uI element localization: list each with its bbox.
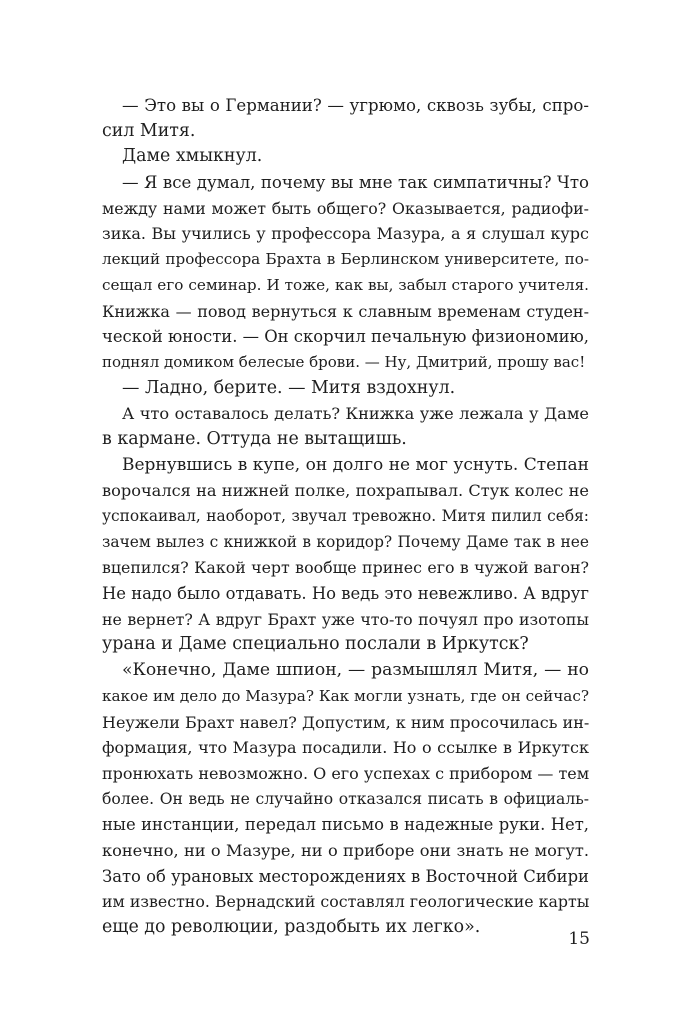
text-line: сещал его семинар. И тоже, как вы, забыл старого учителя. — [102, 275, 589, 294]
text-line: — Это вы о Германии? — угрюмо, сквозь зубы, спро- — [122, 96, 589, 115]
text-line: А что оставалось делать? Книжка уже лежала у Даме — [122, 404, 589, 424]
text-line: конечно, ни о Мазуре, ни о приборе они знать не могут. — [102, 840, 589, 860]
text-line: успокаивал, наоборот, звучал тревожно. Митя пилил себя: — [102, 507, 589, 525]
text-line: сил Митя. — [102, 120, 196, 141]
text-line: более. Он ведь не случайно отказался писать в официаль- — [102, 789, 589, 808]
text-line: ные инстанции, передал письмо в надежные руки. Нет, — [102, 815, 589, 835]
text-line: Неужели Брахт навел? Допустим, к ним просочилась ин- — [102, 712, 590, 732]
text-line: Вернувшись в купе, он долго не мог уснуть. Степан — [122, 454, 589, 475]
text-line: Книжка — повод вернуться к славным временам студен- — [102, 301, 589, 321]
text-line: «Конечно, Даме шпион, — размышлял Митя, — но — [122, 660, 589, 681]
text-line: между нами может быть общего? Оказывается, радиофи- — [102, 198, 589, 218]
text-line: Зато об урановых месторождениях в Восточной Сибири — [102, 866, 589, 886]
text-line: Не надо было отдавать. Но ведь это невежливо. А вдруг — [102, 584, 589, 604]
text-line: в кармане. Оттуда не вытащишь. — [102, 428, 407, 449]
text-line: лекций профессора Брахта в Берлинском университете, по- — [102, 250, 589, 269]
text-line: — Я все думал, почему вы мне так симпатичны? Что — [122, 173, 589, 193]
text-line: еще до революции, раздобыть их легко». — [102, 917, 481, 937]
text-line: урана и Даме специально послали в Иркутск? — [102, 634, 529, 655]
text-line: пронюхать невозможно. О его успехах с прибором — тем — [102, 763, 590, 783]
text-line: — Ладно, берите. — Митя вздохнул. — [122, 377, 456, 398]
text-line: зачем вылез с книжкой в коридор? Почему Даме так в нее — [102, 532, 589, 551]
page-number: 15 — [568, 929, 590, 949]
body-text — [102, 93, 589, 941]
text-line: зика. Вы учились у профессора Мазура, а я слушал курс — [102, 224, 589, 244]
text-line: какое им дело до Мазура? Как могли узнать, где он сейчас? — [102, 686, 589, 705]
text-line: ческой юности. — Он скорчил печальную физиономию, — [102, 327, 590, 347]
text-line: им известно. Вернадский составлял геологические карты — [102, 892, 590, 912]
text-line: поднял домиком белесые брови. — Ну, Дмитрий, прошу вас! — [102, 352, 586, 371]
text-line: не вернет? А вдруг Брахт уже что-то почуял про изотопы — [102, 609, 589, 629]
text-line: ворочался на нижней полке, похрапывал. Стук колес не — [102, 481, 589, 501]
text-line: вцепился? Какой черт вообще принес его в чужой вагон? — [102, 558, 589, 578]
text-line: Даме хмыкнул. — [122, 146, 263, 167]
text-line: формация, что Мазура посадили. Но о ссылке в Иркутск — [102, 738, 589, 758]
